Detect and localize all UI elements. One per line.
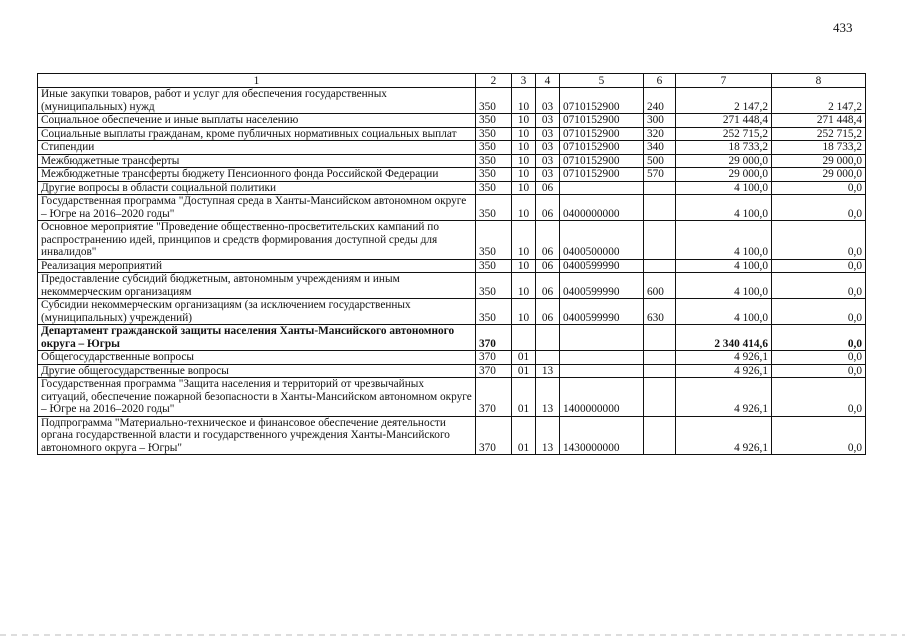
row-value-cell-8: 271 448,4: [772, 114, 866, 128]
row-value-cell-2: 350: [476, 195, 512, 221]
row-name-cell: Межбюджетные трансферты бюджету Пенсионного фонда Российской Федерации: [38, 168, 476, 182]
row-value-cell-5: [560, 364, 644, 378]
row-value-cell-5: 0400599990: [560, 273, 644, 299]
row-value-cell-6: [644, 195, 676, 221]
row-value-cell-8: 0,0: [772, 221, 866, 260]
row-value-cell-2: 350: [476, 221, 512, 260]
row-value-cell-4: 06: [536, 181, 560, 195]
row-name-cell: Социальное обеспечение и иные выплаты населению: [38, 114, 476, 128]
column-header-5: 5: [560, 74, 644, 88]
table-row: [38, 181, 866, 195]
row-value-cell-3: 10: [512, 181, 536, 195]
row-value-cell-7: 4 926,1: [676, 378, 772, 417]
row-value-cell-8: 252 715,2: [772, 127, 866, 141]
row-value-cell-7: 4 100,0: [676, 299, 772, 325]
row-value-cell-5: 0710152900: [560, 168, 644, 182]
row-value-cell-3: 01: [512, 351, 536, 365]
row-value-cell-2: 370: [476, 416, 512, 455]
row-value-cell-8: 0,0: [772, 351, 866, 365]
row-value-cell-2: 350: [476, 273, 512, 299]
row-value-cell-6: [644, 181, 676, 195]
table-body: [38, 88, 866, 455]
row-value-cell-3: 10: [512, 168, 536, 182]
table-row: [38, 141, 866, 155]
row-value-cell-2: 350: [476, 127, 512, 141]
row-value-cell-6: [644, 364, 676, 378]
row-name-cell: Другие общегосударственные вопросы: [38, 364, 476, 378]
row-value-cell-5: 0710152900: [560, 114, 644, 128]
row-value-cell-3: 10: [512, 127, 536, 141]
column-header-2: 2: [476, 74, 512, 88]
row-value-cell-5: 0710152900: [560, 141, 644, 155]
row-value-cell-4: 13: [536, 416, 560, 455]
row-value-cell-3: 10: [512, 154, 536, 168]
table-row: [38, 273, 866, 299]
row-value-cell-8: 0,0: [772, 181, 866, 195]
table-row: [38, 221, 866, 260]
row-value-cell-7: 4 100,0: [676, 273, 772, 299]
row-value-cell-2: 370: [476, 364, 512, 378]
row-value-cell-6: 240: [644, 88, 676, 114]
row-value-cell-4: 06: [536, 221, 560, 260]
row-value-cell-4: 03: [536, 141, 560, 155]
row-value-cell-4: [536, 351, 560, 365]
row-name-cell: Государственная программа "Защита населения и территорий от чрезвычайных ситуаций, обеспечение пожарной безопасности в Ханты-Мансийском автономном округе – Югре на 2016–2020 годы": [38, 378, 476, 417]
row-name-cell: Иные закупки товаров, работ и услуг для обеспечения государственных (муниципальных) нужд: [38, 88, 476, 114]
row-value-cell-8: 0,0: [772, 195, 866, 221]
row-value-cell-2: 350: [476, 299, 512, 325]
row-value-cell-5: 0400599990: [560, 299, 644, 325]
column-header-8: 8: [772, 74, 866, 88]
row-name-cell: Стипендии: [38, 141, 476, 155]
row-value-cell-4: 03: [536, 127, 560, 141]
row-value-cell-4: 06: [536, 195, 560, 221]
row-value-cell-2: 370: [476, 325, 512, 351]
row-value-cell-4: 06: [536, 273, 560, 299]
table-row: [38, 364, 866, 378]
row-value-cell-7: 2 340 414,6: [676, 325, 772, 351]
row-value-cell-6: [644, 351, 676, 365]
row-value-cell-5: 0710152900: [560, 127, 644, 141]
table-row: [38, 88, 866, 114]
row-value-cell-8: 29 000,0: [772, 168, 866, 182]
row-value-cell-5: [560, 181, 644, 195]
row-name-cell: Общегосударственные вопросы: [38, 351, 476, 365]
row-name-cell: Социальные выплаты гражданам, кроме публичных нормативных социальных выплат: [38, 127, 476, 141]
row-value-cell-6: [644, 221, 676, 260]
row-value-cell-2: 350: [476, 141, 512, 155]
row-value-cell-3: 10: [512, 259, 536, 273]
row-value-cell-6: 300: [644, 114, 676, 128]
row-value-cell-2: 370: [476, 351, 512, 365]
scan-edge-artifact: [0, 634, 905, 636]
row-value-cell-4: [536, 325, 560, 351]
row-value-cell-7: 29 000,0: [676, 168, 772, 182]
row-value-cell-5: 1430000000: [560, 416, 644, 455]
row-name-cell: Межбюджетные трансферты: [38, 154, 476, 168]
row-value-cell-6: 570: [644, 168, 676, 182]
row-value-cell-7: 4 100,0: [676, 195, 772, 221]
row-value-cell-4: 06: [536, 259, 560, 273]
row-value-cell-3: 10: [512, 114, 536, 128]
row-value-cell-6: [644, 259, 676, 273]
table-row: [38, 114, 866, 128]
row-value-cell-6: 340: [644, 141, 676, 155]
row-name-cell: Реализация мероприятий: [38, 259, 476, 273]
row-value-cell-8: 18 733,2: [772, 141, 866, 155]
row-name-cell: Департамент гражданской защиты населения Ханты-Мансийского автономного округа – Югры: [38, 325, 476, 351]
table-row: [38, 416, 866, 455]
row-value-cell-3: 01: [512, 364, 536, 378]
column-header-6: 6: [644, 74, 676, 88]
row-value-cell-3: 10: [512, 141, 536, 155]
row-value-cell-6: [644, 416, 676, 455]
table-row: [38, 325, 866, 351]
column-header-1: 1: [38, 74, 476, 88]
row-value-cell-8: 0,0: [772, 416, 866, 455]
row-value-cell-6: 320: [644, 127, 676, 141]
row-value-cell-5: [560, 351, 644, 365]
row-value-cell-7: 4 100,0: [676, 259, 772, 273]
table-row: [38, 154, 866, 168]
row-value-cell-7: 271 448,4: [676, 114, 772, 128]
row-value-cell-2: 350: [476, 259, 512, 273]
row-value-cell-2: 350: [476, 88, 512, 114]
row-value-cell-7: 4 926,1: [676, 364, 772, 378]
row-name-cell: Основное мероприятие "Проведение общественно-просветительских кампаний по распространению идей, принципов и средств формирования доступной среды для инвалидов": [38, 221, 476, 260]
table-row: [38, 195, 866, 221]
row-value-cell-5: 0710152900: [560, 154, 644, 168]
row-value-cell-2: 350: [476, 114, 512, 128]
row-value-cell-4: 13: [536, 364, 560, 378]
table-row: [38, 378, 866, 417]
row-value-cell-7: 4 926,1: [676, 416, 772, 455]
row-value-cell-7: 18 733,2: [676, 141, 772, 155]
row-value-cell-3: 10: [512, 88, 536, 114]
row-name-cell: Другие вопросы в области социальной политики: [38, 181, 476, 195]
row-value-cell-2: 350: [476, 154, 512, 168]
row-value-cell-8: 29 000,0: [772, 154, 866, 168]
row-value-cell-8: 0,0: [772, 259, 866, 273]
row-value-cell-5: 0400000000: [560, 195, 644, 221]
row-value-cell-7: 29 000,0: [676, 154, 772, 168]
row-value-cell-3: [512, 325, 536, 351]
column-header-4: 4: [536, 74, 560, 88]
row-value-cell-2: 350: [476, 168, 512, 182]
row-value-cell-2: 350: [476, 181, 512, 195]
row-value-cell-6: 600: [644, 273, 676, 299]
row-value-cell-8: 2 147,2: [772, 88, 866, 114]
table-row: [38, 351, 866, 365]
row-value-cell-3: 10: [512, 221, 536, 260]
column-header-7: 7: [676, 74, 772, 88]
row-value-cell-4: 13: [536, 378, 560, 417]
row-value-cell-5: 0400500000: [560, 221, 644, 260]
row-name-cell: Предоставление субсидий бюджетным, автономным учреждениям и иным некоммерческим организациям: [38, 273, 476, 299]
row-value-cell-8: 0,0: [772, 378, 866, 417]
row-value-cell-5: 0400599990: [560, 259, 644, 273]
row-value-cell-5: [560, 325, 644, 351]
row-value-cell-7: 4 100,0: [676, 221, 772, 260]
table-row: [38, 259, 866, 273]
row-value-cell-5: 0710152900: [560, 88, 644, 114]
row-name-cell: Субсидии некоммерческим организациям (за исключением государственных (муниципальных) учреждений): [38, 299, 476, 325]
row-value-cell-6: 500: [644, 154, 676, 168]
row-value-cell-7: 2 147,2: [676, 88, 772, 114]
budget-table: [37, 73, 866, 455]
page-number: 433: [833, 20, 853, 35]
row-value-cell-7: 252 715,2: [676, 127, 772, 141]
row-value-cell-6: 630: [644, 299, 676, 325]
row-value-cell-8: 0,0: [772, 325, 866, 351]
row-value-cell-8: 0,0: [772, 299, 866, 325]
row-name-cell: Подпрограмма "Материально-техническое и финансовое обеспечение деятельности органа государственной власти и государственного учреждения Ханты-Мансийского автономного округа – Югры": [38, 416, 476, 455]
row-value-cell-8: 0,0: [772, 273, 866, 299]
row-value-cell-3: 01: [512, 378, 536, 417]
table-header-row: [38, 74, 866, 88]
row-name-cell: Государственная программа "Доступная среда в Ханты-Мансийском автономном округе – Югре на 2016–2020 годы": [38, 195, 476, 221]
row-value-cell-6: [644, 325, 676, 351]
row-value-cell-4: 06: [536, 299, 560, 325]
row-value-cell-3: 10: [512, 195, 536, 221]
row-value-cell-8: 0,0: [772, 364, 866, 378]
row-value-cell-4: 03: [536, 88, 560, 114]
column-header-3: 3: [512, 74, 536, 88]
table-row: [38, 127, 866, 141]
row-value-cell-5: 1400000000: [560, 378, 644, 417]
row-value-cell-3: 10: [512, 273, 536, 299]
row-value-cell-3: 01: [512, 416, 536, 455]
table-row: [38, 168, 866, 182]
table-row: [38, 299, 866, 325]
row-value-cell-4: 03: [536, 154, 560, 168]
row-value-cell-6: [644, 378, 676, 417]
row-value-cell-4: 03: [536, 114, 560, 128]
row-value-cell-4: 03: [536, 168, 560, 182]
row-value-cell-7: 4 100,0: [676, 181, 772, 195]
row-value-cell-3: 10: [512, 299, 536, 325]
row-value-cell-7: 4 926,1: [676, 351, 772, 365]
row-value-cell-2: 370: [476, 378, 512, 417]
